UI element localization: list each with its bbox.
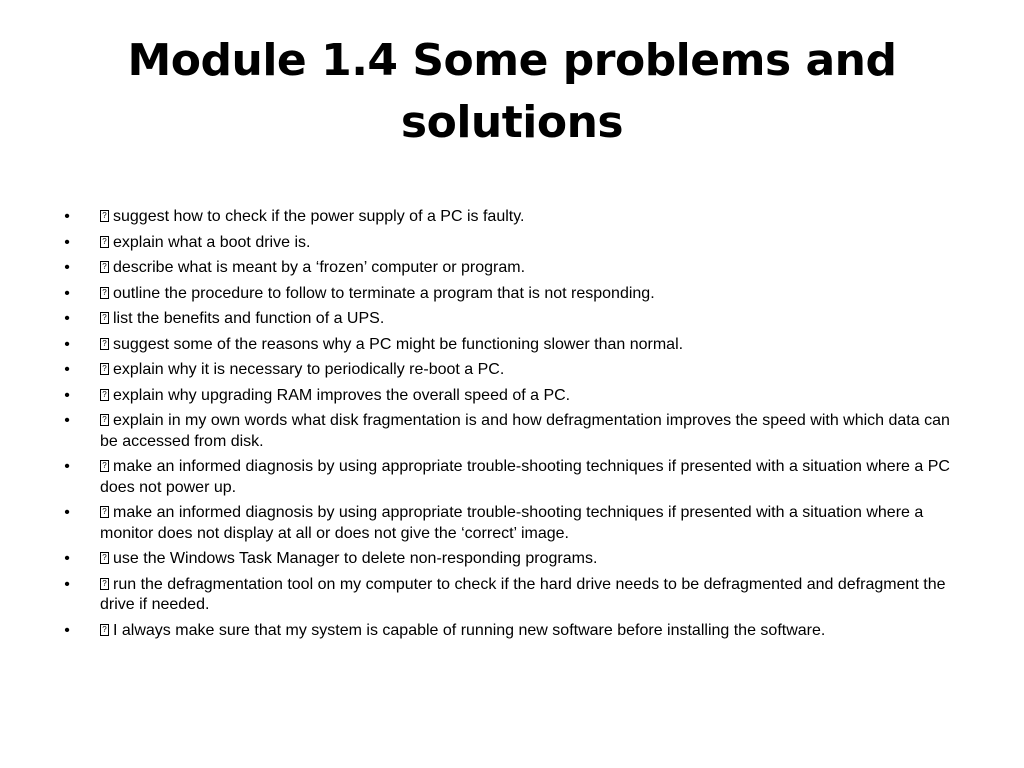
- bullet-icon: •: [64, 575, 70, 593]
- list-item: [62, 233, 967, 254]
- bullet-icon: •: [64, 550, 70, 567]
- bullet-icon: •: [64, 335, 70, 353]
- missing-glyph-icon: [100, 312, 109, 324]
- list-item: [62, 411, 967, 452]
- bullet-icon: •: [64, 621, 70, 639]
- slide-title: Module 1.4 Some problems and solutions: [127, 35, 897, 148]
- list-item-text: explain what a boot drive is.: [113, 233, 311, 251]
- bullet-icon: •: [64, 310, 70, 327]
- list-item: [62, 621, 967, 642]
- missing-glyph-icon: [100, 460, 109, 472]
- missing-glyph-icon: [100, 287, 109, 299]
- list-item: [62, 258, 967, 279]
- bullet-icon: •: [64, 458, 70, 475]
- list-item: [62, 549, 967, 570]
- list-item: [62, 335, 967, 356]
- list-item-text: explain why upgrading RAM improves the overall speed of a PC.: [113, 386, 571, 404]
- missing-glyph-icon: [100, 236, 109, 248]
- bullet-list: [62, 207, 967, 646]
- list-item-text: describe what is meant by a ‘frozen’ computer or program.: [113, 259, 526, 276]
- missing-glyph-icon: [100, 261, 109, 273]
- list-item-text: explain why it is necessary to periodically re-boot a PC.: [113, 361, 505, 378]
- bullet-icon: •: [64, 259, 70, 276]
- list-item: [62, 309, 967, 330]
- list-item: [62, 386, 967, 407]
- missing-glyph-icon: [100, 624, 109, 636]
- list-item-text: make an informed diagnosis by using appropriate trouble-shooting techniques if presented with a situation where a monitor does not display at all or does not give the ‘correct’ image.: [100, 504, 924, 542]
- bullet-icon: •: [64, 412, 70, 429]
- bullet-icon: •: [64, 233, 70, 251]
- missing-glyph-icon: [100, 506, 109, 518]
- bullet-icon: •: [64, 284, 70, 302]
- list-item: [62, 360, 967, 381]
- list-item: [62, 207, 967, 228]
- bullet-icon: •: [64, 386, 70, 404]
- list-item: [62, 457, 967, 498]
- list-item-text: use the Windows Task Manager to delete non-responding programs.: [113, 550, 598, 567]
- bullet-icon: •: [64, 361, 70, 378]
- list-item: [62, 503, 967, 544]
- missing-glyph-icon: [100, 414, 109, 426]
- missing-glyph-icon: [100, 363, 109, 375]
- list-item-text: run the defragmentation tool on my computer to check if the hard drive needs to be defragmented and defragment the drive if needed.: [100, 575, 946, 613]
- list-item-text: suggest how to check if the power supply of a PC is faulty.: [113, 208, 525, 225]
- list-item-text: suggest some of the reasons why a PC might be functioning slower than normal.: [113, 335, 684, 353]
- missing-glyph-icon: [100, 578, 109, 590]
- missing-glyph-icon: [100, 338, 109, 350]
- list-item-text: I always make sure that my system is capable of running new software before installing the software.: [113, 621, 826, 639]
- list-item-text: list the benefits and function of a UPS.: [113, 310, 385, 327]
- missing-glyph-icon: [100, 552, 109, 564]
- list-item-text: make an informed diagnosis by using appropriate trouble-shooting techniques if presented with a situation where a PC does not power up.: [100, 458, 950, 496]
- missing-glyph-icon: [100, 210, 109, 222]
- bullet-icon: •: [64, 504, 70, 521]
- missing-glyph-icon: [100, 389, 109, 401]
- list-item-text: outline the procedure to follow to terminate a program that is not responding.: [113, 284, 655, 302]
- list-item: [62, 284, 967, 305]
- bullet-icon: •: [64, 208, 70, 225]
- list-item: [62, 575, 967, 616]
- list-item-text: explain in my own words what disk fragmentation is and how defragmentation improves the speed with which data can be accessed from disk.: [100, 412, 950, 450]
